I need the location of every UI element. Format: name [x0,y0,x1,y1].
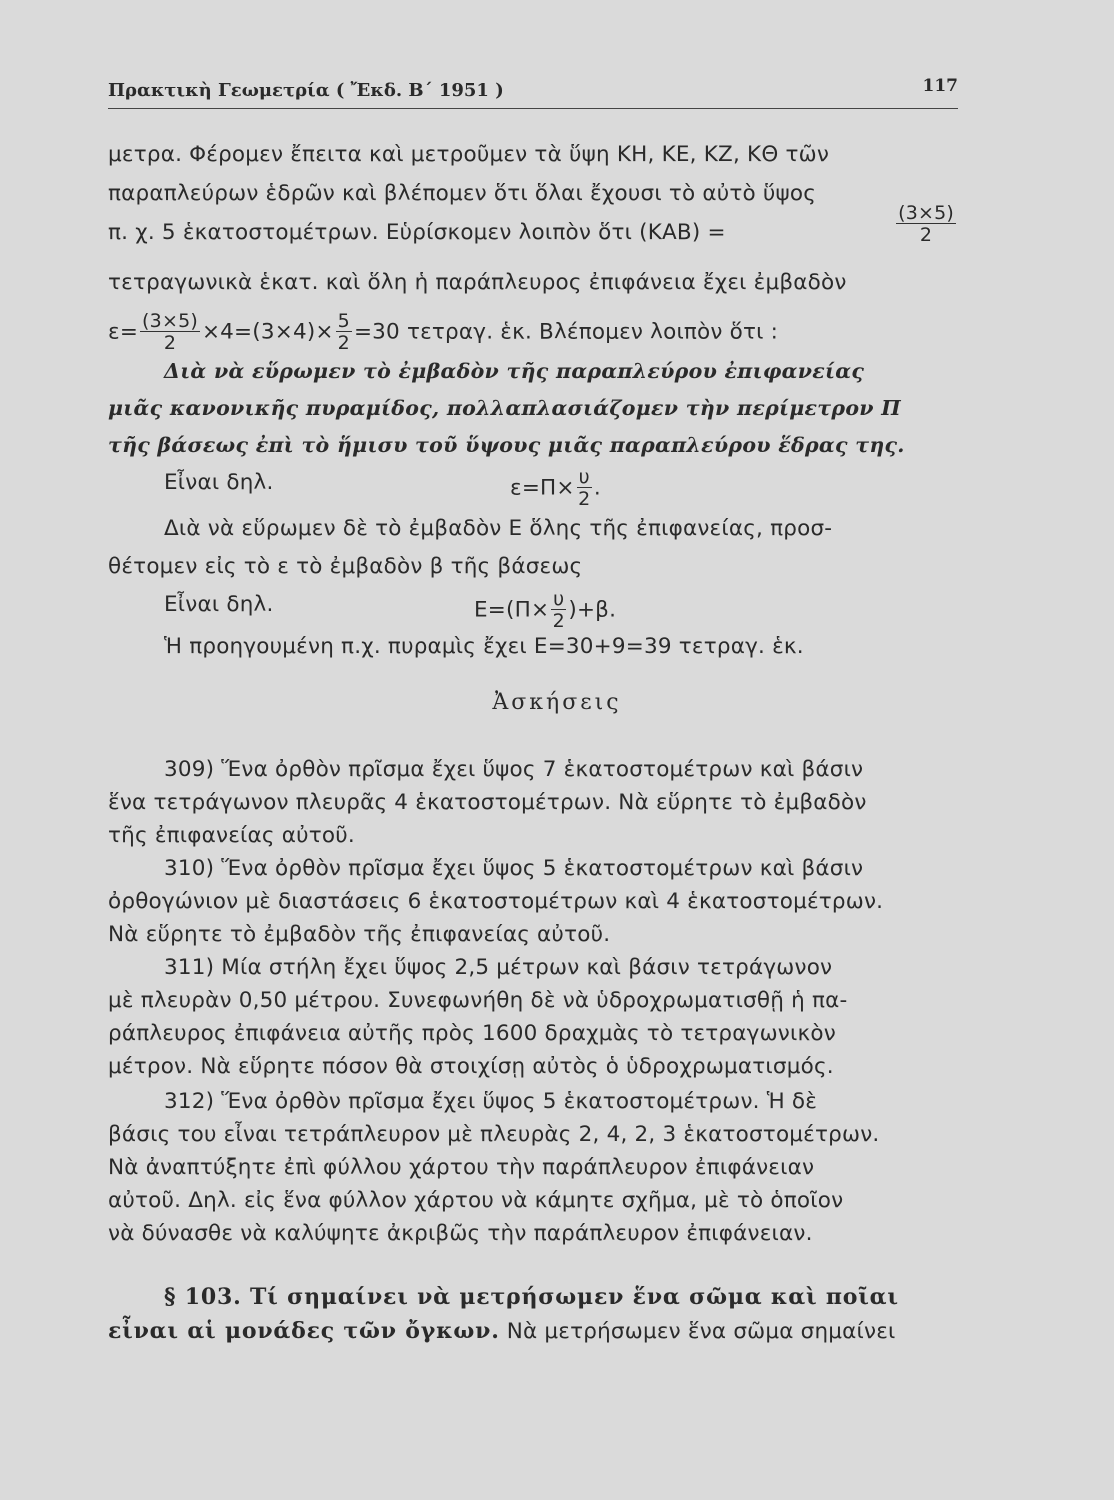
fraction-denominator: 2 [578,488,591,510]
exercise-312-line: 312) Ἕνα ὀρθὸν πρῖσμα ἔχει ὕψος 5 ἑκατοστομέτρων. Ἡ δὲ [164,1089,818,1114]
page-number: 117 [922,76,958,96]
exercise-310-line: ὀρθογώνιον μὲ διαστάσεις 6 ἑκατοστομέτρων καὶ 4 ἑκατοστομέτρων. [108,889,884,914]
fraction-numerator: υ [578,466,590,488]
text-line: παραπλεύρων ἑδρῶν καὶ βλέπομεν ὅτι ὅλαι ἔχουσι τὸ αὐτὸ ὕψος [108,181,817,206]
formula-expression [510,468,601,509]
fraction-numerator: (3×5) [898,202,954,224]
fraction-5-over-2 [336,312,352,353]
section-heading: § 103. Τί σημαίνει νὰ μετρήσωμεν ἕνα σῶμα καὶ ποῖαι [164,1284,899,1310]
header-title: Πρακτικὴ Γεωμετρία ( Ἔκδ. Β΄ 1951 ) [108,80,504,101]
formula-expr: Ε=(Π× [474,597,550,623]
exercise-311-line: ράπλευρος ἐπιφάνεια αὐτῆς πρὸς 1600 δραχμὰς τὸ τετραγωνικὸν [108,1021,836,1046]
exercise-312-line: αὐτοῦ. Δηλ. εἰς ἕνα φύλλον χάρτου νὰ κάμητε σχῆμα, μὲ τὸ ὁποῖον [108,1188,844,1213]
exercise-311-line: μέτρον. Νὰ εὕρητε πόσον θὰ στοιχίσῃ αὐτὸς ὁ ὑδροχρωματισμός. [108,1054,834,1079]
exercise-311-line: 311) Μία στήλη ἔχει ὕψος 2,5 μέτρων καὶ βάσιν τετράγωνον [164,955,833,980]
formula-lhs: ε= [108,319,139,345]
text-line: Διὰ νὰ εὕρωμεν δὲ τὸ ἐμβαδὸν Ε ὅλης τῆς ἐπιφανείας, προσ- [164,516,833,541]
fraction-denominator: 2 [552,610,565,632]
fraction-numerator: υ [553,588,565,610]
exercise-311-line: μὲ πλευρὰν 0,50 μέτρου. Συνεφωνήθη δὲ νὰ ὑδροχρωματισθῇ ἡ πα- [108,988,848,1013]
formula-end: )+β. [568,597,617,623]
exercise-309-line: ἕνα τετράγωνον πλευρᾶς 4 ἑκατοστομέτρων. Νὰ εὕρητε τὸ ἐμβαδὸν [108,790,867,815]
fraction-numerator: 5 [337,310,350,332]
section-line [108,1316,958,1347]
formula-lateral [108,466,958,510]
text-line: θέτομεν εἰς τὸ ε τὸ ἐμβαδὸν β τῆς βάσεως [108,554,583,579]
exercises-heading: Ἀσκήσεις [492,690,622,715]
exercise-309-line: τῆς ἐπιφανείας αὐτοῦ. [108,823,355,848]
exercise-310-line: Νὰ εὕρητε τὸ ἐμβαδὸν τῆς ἐπιφανείας αὐτοῦ. [108,922,611,947]
formula-surface-area [108,312,958,353]
text-line: τετραγωνικὰ ἑκατ. καὶ ὅλη ἡ παράπλευρος ἐπιφάνεια ἔχει ἐμβαδὸν [108,270,847,295]
running-header [108,76,958,109]
formula-label: Εἶναι δηλ. [164,592,274,617]
text-line-content: π. χ. 5 ἑκατοστομέτρων. Εὑρίσκομεν λοιπὸν ὅτι (ΚΑΒ) = [108,220,726,245]
exercise-312-line: Νὰ ἀναπτύξητε ἐπὶ φύλλου χάρτου τὴν παράπλευρον ἐπιφάνειαν [108,1155,815,1180]
exercise-312-line: βάσις του εἶναι τετράπλευρον μὲ πλευρὰς 2, 4, 2, 3 ἑκατοστομέτρων. [108,1122,880,1147]
section-body: Νὰ μετρήσωμεν ἕνα σῶμα σημαίνει [499,1319,896,1344]
fraction-3x5-over-2 [896,204,956,245]
fraction-denominator: 2 [163,332,177,354]
formula-total [108,588,958,632]
formula-expression [474,590,616,631]
exercise-310-line: 310) Ἕνα ὀρθὸν πρῖσμα ἔχει ὕψος 5 ἑκατοστομέτρων καὶ βάσιν [164,856,864,881]
rule-line: μιᾶς κανονικῆς πυραμίδος, πολλαπλασιάζομεν τὴν περίμετρον Π [108,396,901,420]
section-heading-cont: εἶναι αἱ μονάδες τῶν ὄγκων. [108,1318,500,1344]
formula-mid: ×4=(3×4)× [201,319,334,345]
fraction-3x5-over-2 [140,312,200,353]
formula-expr: ε=Π× [510,475,575,501]
text-line: μετρα. Φέρομεν ἔπειτα καὶ μετροῦμεν τὰ ὕψη ΚΗ, ΚΕ, ΚΖ, ΚΘ τῶν [108,142,830,167]
formula-label: Εἶναι δηλ. [164,470,274,495]
fraction-u-over-2 [577,468,592,509]
fraction-denominator: 2 [919,224,933,246]
exercise-309-line: 309) Ἕνα ὀρθὸν πρῖσμα ἔχει ὕψος 7 ἑκατοστομέτρων καὶ βάσιν [164,757,864,782]
example-line: Ἡ προηγουμένη π.χ. πυραμὶς ἔχει Ε=30+9=39 τετραγ. ἑκ. [164,634,804,659]
fraction-u-over-2 [551,590,566,631]
rule-line: τῆς βάσεως ἐπὶ τὸ ἥμισυ τοῦ ὕψους μιᾶς παραπλεύρου ἕδρας της. [108,433,905,457]
exercise-312-line: νὰ δύνασθε νὰ καλύψητε ἀκριβῶς τὴν παράπλευρον ἐπιφάνειαν. [108,1221,813,1246]
fraction-denominator: 2 [337,332,350,354]
rule-line: Διὰ νὰ εὕρωμεν τὸ ἐμβαδὸν τῆς παραπλεύρου ἐπιφανείας [164,359,865,383]
formula-tail: =30 τετραγ. ἑκ. Βλέπομεν λοιπὸν ὅτι : [353,319,779,345]
fraction-numerator: (3×5) [142,310,198,332]
formula-end: . [593,475,601,501]
